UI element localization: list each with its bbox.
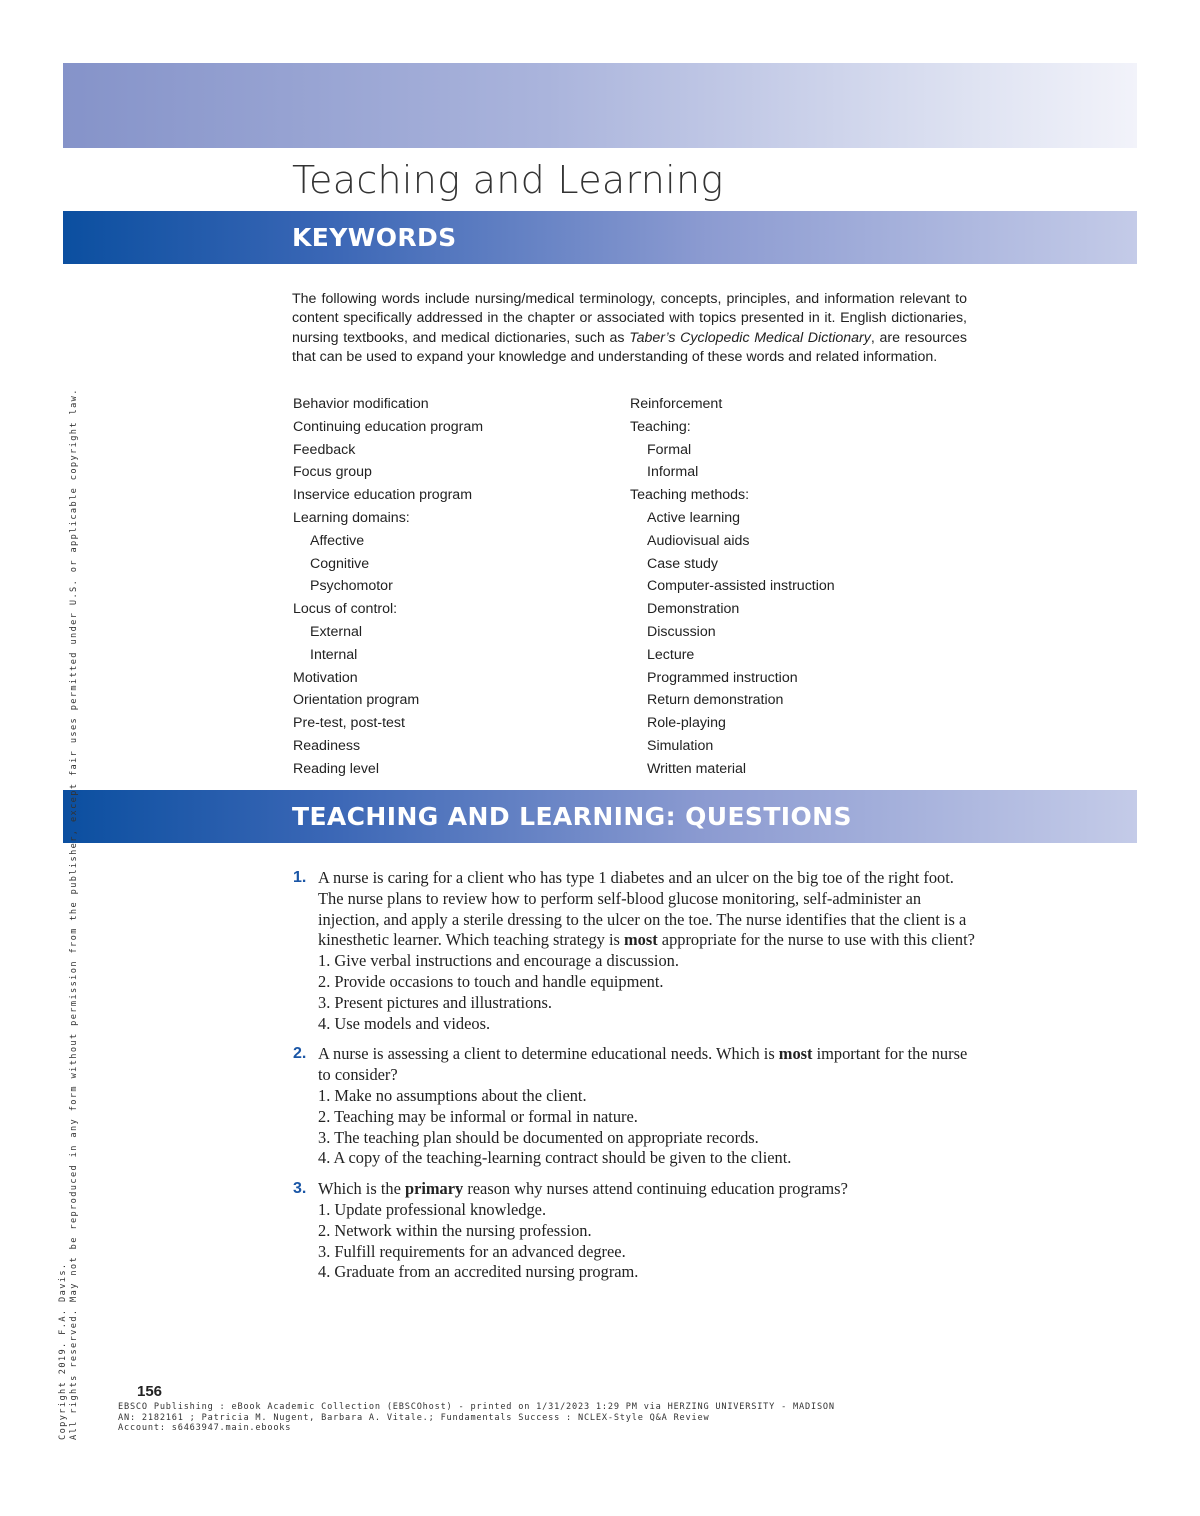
keyword-item: Inservice education program bbox=[293, 487, 473, 504]
keyword-item: Programmed instruction bbox=[647, 669, 798, 686]
answer-option: 1. Make no assumptions about the client. bbox=[318, 1085, 587, 1105]
ebsco-footer bbox=[118, 1402, 835, 1434]
keyword-item: Audiovisual aids bbox=[647, 532, 750, 549]
keyword-item: Readiness bbox=[293, 737, 361, 754]
answer-option: 2. Teaching may be informal or formal in nature. bbox=[318, 1106, 638, 1126]
keyword-item: Teaching: bbox=[630, 418, 691, 435]
question-emphasis: most bbox=[624, 930, 658, 950]
keyword-item: Locus of control: bbox=[293, 601, 398, 618]
answer-option: 2. Network within the nursing profession. bbox=[318, 1220, 592, 1240]
chapter-title: Teaching and Learning bbox=[292, 158, 724, 202]
keywords-intro-paragraph bbox=[292, 290, 967, 368]
answer-option: 4. Graduate from an accredited nursing program. bbox=[318, 1262, 639, 1282]
keyword-item: Psychomotor bbox=[310, 578, 393, 595]
copyright-line: Copyright 2019. F.A. Davis. bbox=[58, 1262, 68, 1440]
question-emphasis: most bbox=[778, 1044, 813, 1064]
footer-line: AN: 2182161 ; Patricia M. Nugent, Barbara A. Vitale.; Fundamentals Success : NCLEX-Style Q&A Review bbox=[118, 1412, 710, 1423]
question-number: 3. bbox=[293, 1180, 307, 1198]
question-stem bbox=[318, 868, 983, 951]
keyword-item: Written material bbox=[647, 760, 747, 777]
keyword-item: Computer-assisted instruction bbox=[647, 578, 835, 595]
intro-dictionary-title: Taber’s Cyclopedic Medical Dictionary bbox=[629, 329, 871, 346]
keyword-item: Orientation program bbox=[293, 692, 420, 709]
questions-list bbox=[293, 868, 983, 1293]
question-stem-text: reason why nurses attend continuing education programs? bbox=[463, 1179, 848, 1199]
keyword-item: Formal bbox=[647, 441, 692, 458]
question-number: 1. bbox=[293, 869, 307, 886]
question-stem bbox=[318, 1044, 983, 1086]
keyword-item: Teaching methods: bbox=[630, 487, 750, 504]
answer-option: 4. Use models and videos. bbox=[318, 1013, 491, 1033]
question-stem-text: important for the nurse to consider? bbox=[318, 1044, 968, 1085]
copyright-line: All rights reserved. May not be reproduced in any form without permission from the publisher, except fair uses permitted under U.S. or applicable copyright law. bbox=[69, 388, 79, 1440]
keyword-item: External bbox=[310, 623, 363, 640]
keyword-item: Simulation bbox=[647, 737, 714, 754]
intro-text-part2: , are resources that can be used to expand your knowledge and understanding of these words and related information. bbox=[292, 329, 967, 366]
footer-line: Account: s6463947.main.ebooks bbox=[118, 1423, 292, 1434]
question-item bbox=[293, 868, 983, 1034]
keyword-item: Pre-test, post-test bbox=[293, 715, 405, 732]
question-item bbox=[293, 1179, 983, 1283]
intro-text-part1: The following words include nursing/medical terminology, concepts, principles, and information relevant to content specifically addressed in the chapter or associated with topics presented in it. English dictionaries, nursing textbooks, and medical dictionaries, such as bbox=[292, 291, 967, 346]
keyword-item: Continuing education program bbox=[293, 418, 484, 435]
answer-option: 1. Give verbal instructions and encourage a discussion. bbox=[318, 951, 679, 971]
keyword-item: Lecture bbox=[647, 646, 695, 663]
keyword-item: Return demonstration bbox=[647, 692, 784, 709]
keyword-item: Feedback bbox=[293, 441, 356, 458]
keywords-section-bar bbox=[63, 211, 1137, 264]
questions-section-bar bbox=[63, 790, 1137, 843]
keyword-item: Informal bbox=[647, 464, 699, 481]
keywords-left-column bbox=[293, 393, 483, 781]
keyword-item: Discussion bbox=[647, 623, 716, 640]
answer-option: 2. Provide occasions to touch and handle equipment. bbox=[318, 971, 664, 991]
answer-option: 3. Present pictures and illustrations. bbox=[318, 992, 552, 1012]
questions-heading: TEACHING AND LEARNING: QUESTIONS bbox=[292, 802, 852, 831]
copyright-notice bbox=[58, 388, 80, 1440]
answer-option: 1. Update professional knowledge. bbox=[318, 1199, 547, 1219]
keyword-item: Cognitive bbox=[310, 555, 370, 572]
question-emphasis: primary bbox=[404, 1179, 464, 1199]
question-stem bbox=[318, 1179, 983, 1200]
header-band bbox=[63, 63, 1137, 148]
page-number: 156 bbox=[137, 1383, 163, 1400]
question-item bbox=[293, 1044, 983, 1169]
keyword-item: Reading level bbox=[293, 760, 379, 777]
question-stem-text: A nurse is caring for a client who has type 1 diabetes and an ulcer on the big toe of the right foot. The nurse plans to review how to perform self-blood glucose monitoring, self-administer an injection, and apply a sterile dressing to the ulcer on the toe. The nurse identifies that the client is a kinesthetic learner. Which teaching strategy is bbox=[318, 868, 967, 950]
answer-option: 3. The teaching plan should be documented on appropriate records. bbox=[318, 1127, 759, 1147]
keywords-right-column bbox=[630, 393, 835, 781]
keyword-item: Affective bbox=[310, 532, 365, 549]
question-number: 2. bbox=[293, 1045, 307, 1063]
question-stem-text: Which is the bbox=[318, 1179, 405, 1199]
keyword-item: Internal bbox=[310, 646, 358, 663]
question-stem-text: A nurse is assessing a client to determine educational needs. Which is bbox=[318, 1044, 779, 1064]
keyword-item: Focus group bbox=[293, 464, 372, 481]
keyword-item: Learning domains: bbox=[293, 509, 410, 526]
answer-option: 4. A copy of the teaching-learning contract should be given to the client. bbox=[318, 1148, 792, 1168]
keyword-item: Role-playing bbox=[647, 715, 726, 732]
keyword-item: Case study bbox=[647, 555, 718, 572]
keyword-item: Demonstration bbox=[647, 601, 740, 618]
answer-option: 3. Fulfill requirements for an advanced degree. bbox=[318, 1241, 626, 1261]
keyword-item: Reinforcement bbox=[630, 396, 723, 412]
footer-line: EBSCO Publishing : eBook Academic Collection (EBSCOhost) - printed on 1/31/2023 1:29 PM via HERZING UNIVERSITY - MADISON bbox=[118, 1402, 835, 1412]
keywords-heading: KEYWORDS bbox=[292, 223, 457, 252]
question-stem-text: appropriate for the nurse to use with this client? bbox=[657, 930, 975, 950]
keyword-item: Active learning bbox=[647, 509, 741, 526]
keyword-item: Behavior modification bbox=[293, 396, 429, 412]
keyword-item: Motivation bbox=[293, 669, 358, 686]
